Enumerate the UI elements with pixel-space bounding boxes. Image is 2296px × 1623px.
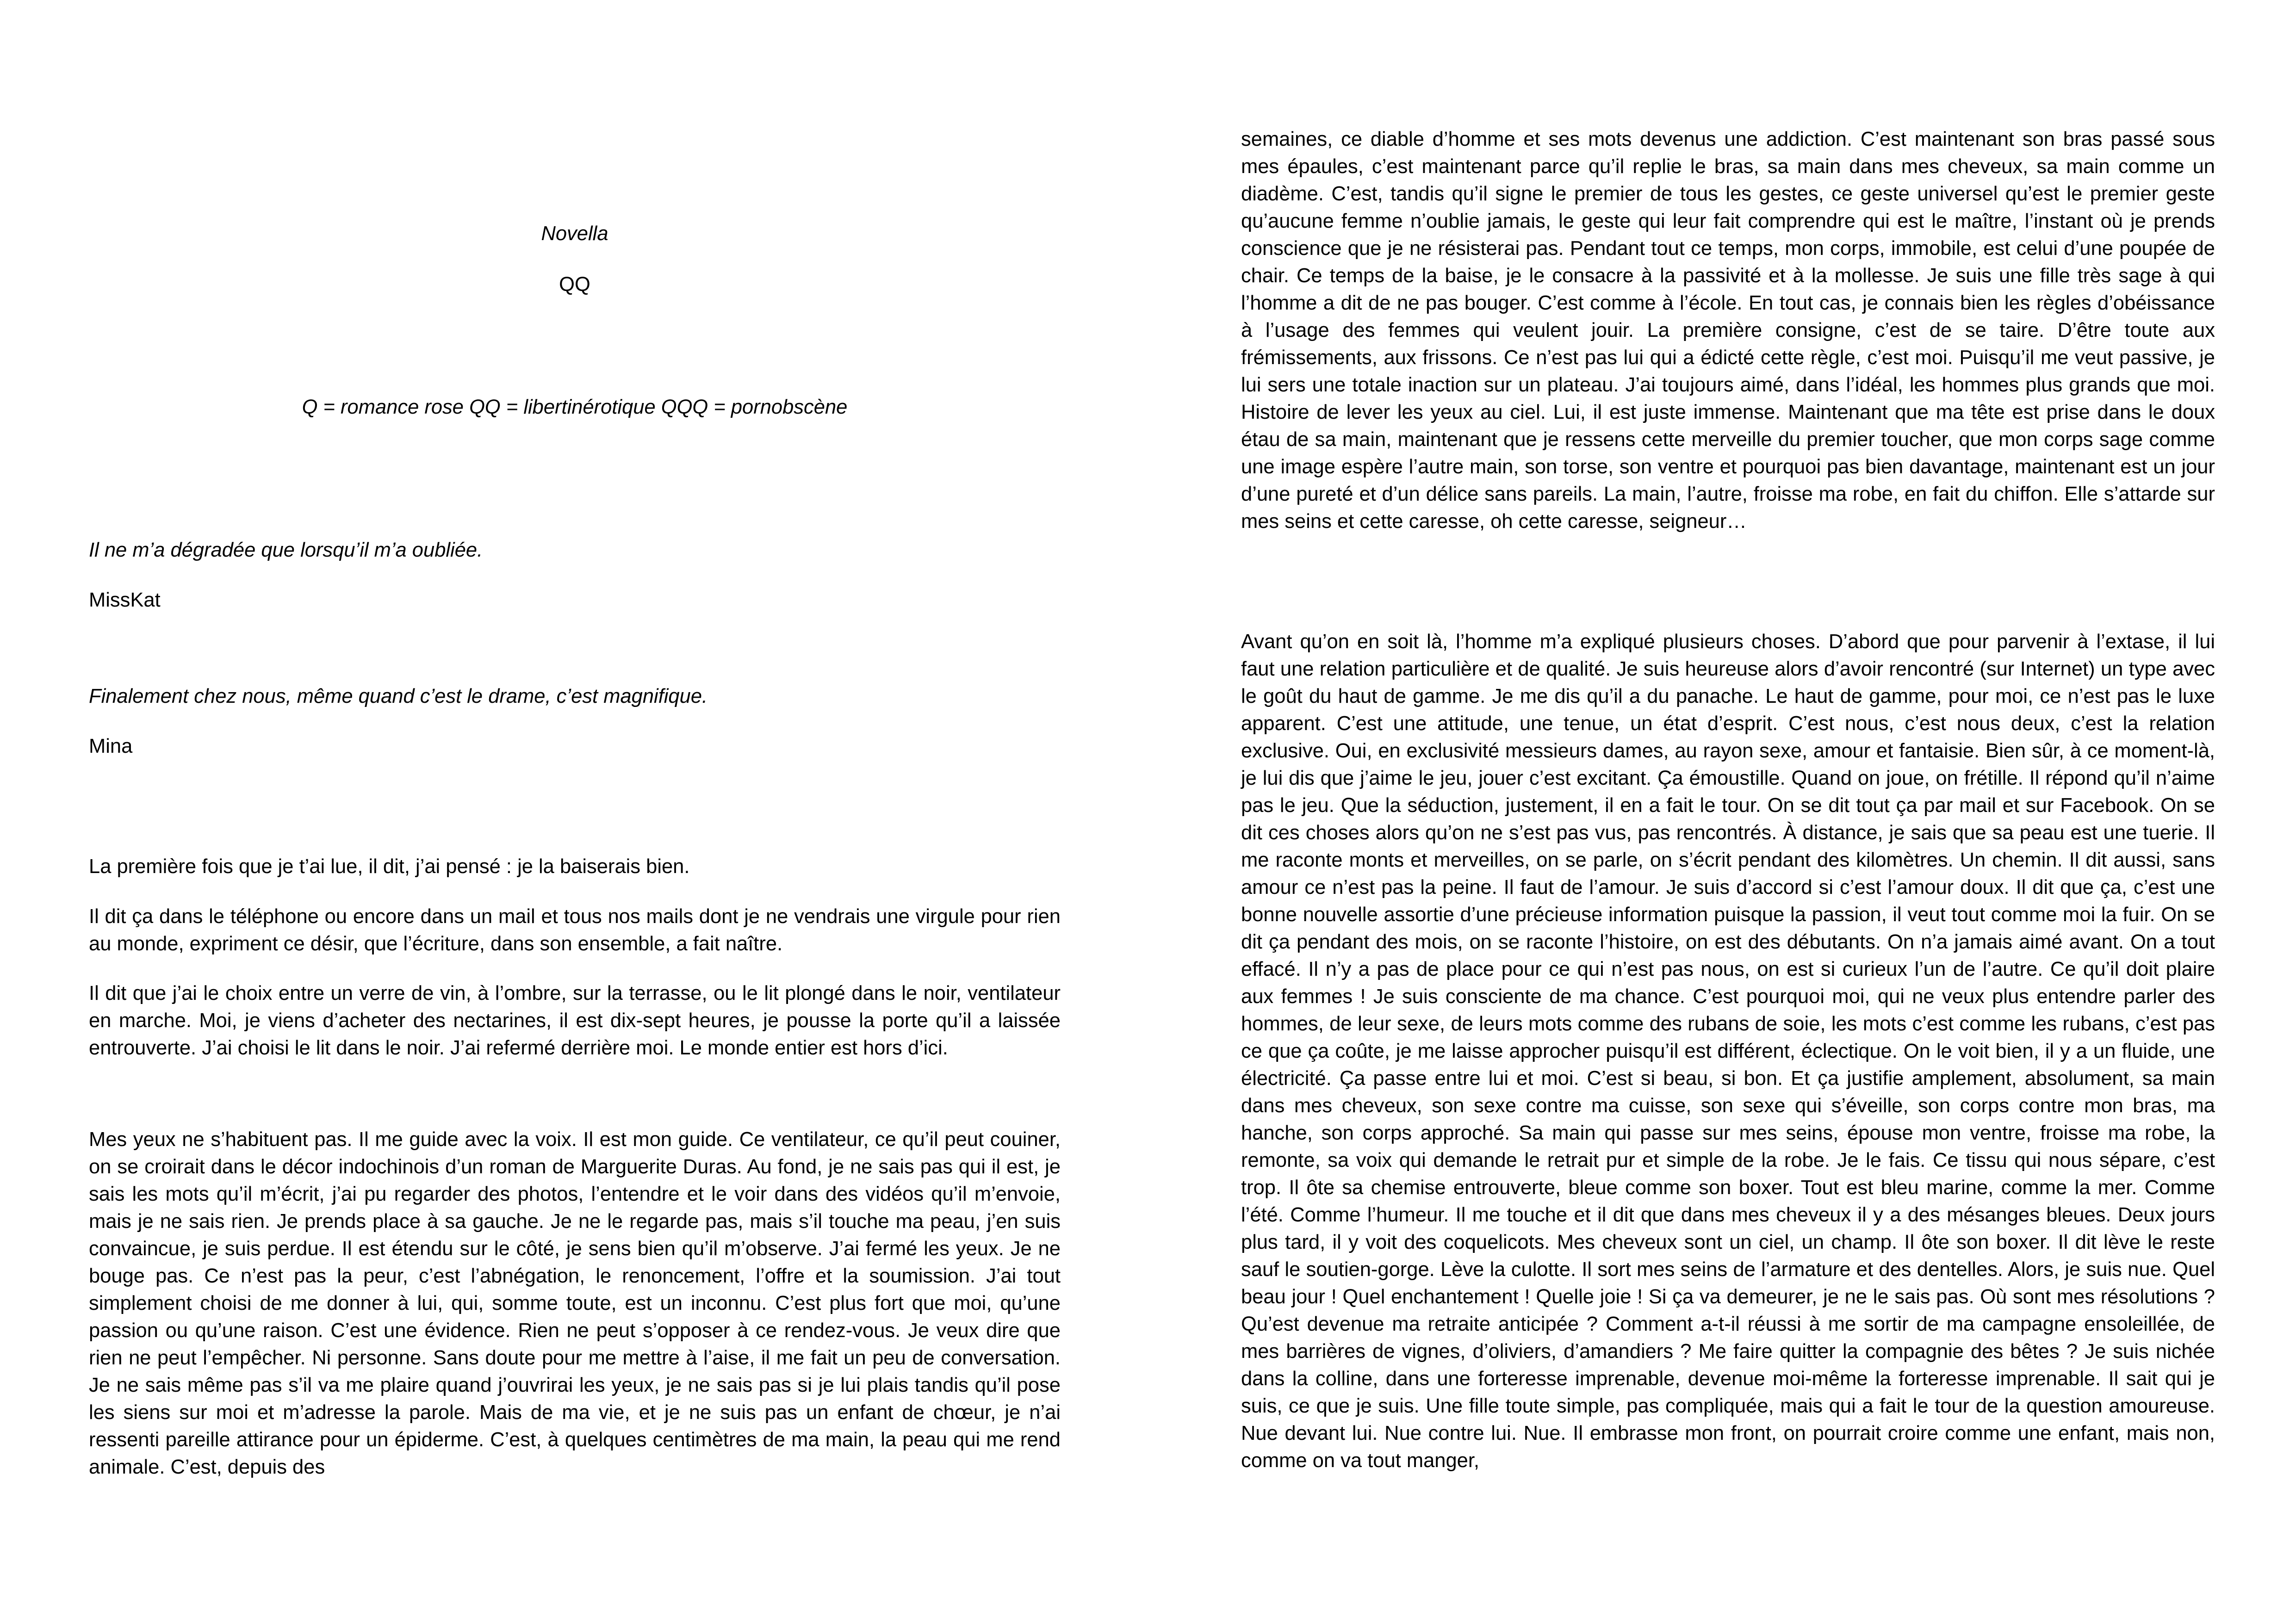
paragraph: Il dit que j’ai le choix entre un verre de vin, à l’ombre, sur la terrasse, ou le lit plongé dans le noir, ventilateur en marche. Moi, je viens d’acheter des nectarines, il est dix-sept heures, je pousse la porte qu’il a laissée entrouverte. J’ai choisi le lit dans le noir. J’ai refermé derrière moi. Le monde entier est hors d’ici. — [89, 982, 1061, 1059]
genre-label: Novella — [541, 223, 608, 245]
paragraph: semaines, ce diable d’homme et ses mots devenus une addiction. C’est maintenant son bras passé sous mes épaules, c’est maintenant parce qu’il replie le bras, sa main dans mes cheveux, sa main comme un diadème. C’est, tandis qu’il signe le premier de tous les gestes, ce geste universel qu’est le premier geste qu’aucune femme n’oublie jamais, le geste qui leur fait comprendre qui est le maître, l’instant où je prends conscience que je ne résisterai pas. Pendant tout ce temps, mon corps, immobile, est celui d’une poupée de chair. Ce temps de la baise, je le consacre à la passivité et à la mollesse. Je suis une fille très sage à qui l’homme a dit de ne pas bouger. C’est comme à l’école. En tout cas, je connais bien les règles d’obéissance à l’usage des femmes qui veulent jouir. La première consigne, c’est de se taire. D’être toute aux frémissements, aux frissons. Ce n’est pas lui qui a édicté cette règle, c’est moi. Puisqu’il me veut passive, je lui sers une totale inaction sur un plateau. J’ai toujours aimé, dans l’idéal, les hommes plus grands que moi. Histoire de lever les yeux au ciel. Lui, il est juste immense. Maintenant que ma tête est prise dans le doux étau de sa main, maintenant que je ressens cette merveille du premier toucher, que mon corps sage comme une image espère l’autre main, son torse, son ventre et pourquoi pas bien davantage, maintenant est un jour d’une pureté et d’un délice sans pareils. La main, l’autre, froisse ma robe, en fait du chiffon. Elle s’attarde sur mes seins et cette caresse, oh cette caresse, seigneur… — [1241, 128, 2215, 533]
paragraph: La première fois que je t’ai lue, il dit, j’ai pensé : je la baiserais bien. — [89, 855, 690, 878]
epigraph-2: Finalement chez nous, même quand c’est le drame, c’est magnifique. — [89, 685, 708, 707]
epigraph-2-author: Mina — [89, 735, 133, 757]
right-page — [1241, 0, 2215, 1623]
epigraph-1: Il ne m’a dégradée que lorsqu’il m’a oubliée. — [89, 539, 483, 561]
paragraph: Avant qu’on en soit là, l’homme m’a expliqué plusieurs choses. D’abord que pour parvenir à l’extase, il lui faut une relation particulière et de qualité. Je suis heureuse alors d’avoir rencontré (sur Internet) un type avec le goût du haut de gamme. Je me dis qu’il a du panache. Le haut de gamme, pour moi, ce n’est pas le luxe apparent. C’est une attitude, une tenue, un état d’esprit. C’est nous, c’est nous deux, c’est la relation exclusive. Oui, en exclusivité messieurs dames, au rayon sexe, amour et fantaisie. Bien sûr, à ce moment-là, je lui dis que j’aime le jeu, jouer c’est excitant. Ça émoustille. Quand on joue, on frétille. Il répond qu’il n’aime pas le jeu. Que la séduction, justement, il en a fait le tour. On se dit tout ça par mail et sur Facebook. On se dit ces choses alors qu’on ne s’est pas vus, pas rencontrés. À distance, je sais que sa peau est une tuerie. Il me raconte monts et merveilles, on se parle, on s’écrit pendant des kilomètres. Un chemin. Il dit aussi, sans amour ce n’est pas la peine. Il faut de l’amour. Je suis d’accord si c’est l’amour doux. Il dit que ça, c’est une bonne nouvelle assortie d’une précieuse information puisque la passion, il veut tout comme moi la fuir. On se dit ça pendant des mois, on se raconte l’histoire, on est des débutants. On n’a jamais aimé avant. On a tout effacé. Il n’y a pas de place pour ce qui n’est pas nous, on est si curieux l’un de l’autre. Ce qu’il doit plaire aux femmes ! Je suis consciente de ma chance. C’est pourquoi moi, qui ne veux plus entendre parler des hommes, de leur sexe, de leurs mots comme des rubans de soie, les mots c’est comme les rubans, c’est pas ce que ça coûte, je me laisse approcher puisqu’il est différent, éclectique. On le voit bien, il y a un fluide, une électricité. Ça passe entre lui et moi. C’est si beau, si bon. Et ça justifie amplement, absolument, sa main dans mes cheveux, son sexe contre ma cuisse, son sexe qui s’éveille, son corps contre mon bras, ma hanche, son corps approché. Sa main qui passe sur mes seins, épouse mon ventre, froisse ma robe, la remonte, sa voix qui demande le retrait pur et simple de la robe. Je le fais. Ce tissu qui nous sépare, c’est trop. Il ôte sa chemise entrouverte, bleue comme son boxer. Tout est bleu marine, comme la mer. Comme l’été. Comme l’humeur. Il me touche et il dit que dans mes cheveux il y a des mésanges bleues. Deux jours plus tard, il y voit des coquelicots. Mes cheveux sont un ciel, un champ. Il ôte son boxer. Il dit lève le reste sauf le soutien-gorge. Lève la culotte. Il sort mes seins de l’armature et des dentelles. Alors, je suis nue. Quel beau jour ! Quel enchantement ! Quelle joie ! Si ça va demeurer, je ne le sais pas. Où sont mes résolutions ? Qu’est devenue ma retraite anticipée ? Comment a-t-il réussi à me sortir de ma campagne ensoleillée, de mes barrières de vignes, d’oliviers, d’amandiers ? Me faire quitter la compagnie des bêtes ? Je suis nichée dans la colline, dans une forteresse imprenable, devenue moi-même la forteresse imprenable. Il sait qui je suis, ce que je suis. Une fille toute simple, pas compliquée, mais qui a fait le tour de la question amoureuse. Nue devant lui. Nue contre lui. Nue. Il embrasse mon front, on pourrait croire comme une enfant, mais non, comme on va tout manger, — [1241, 631, 2215, 1472]
rating-legend: Q = romance rose QQ = libertinérotique QQQ = pornobscène — [302, 396, 848, 418]
epigraph-1-author: MissKat — [89, 589, 161, 611]
rating-label: QQ — [559, 273, 590, 296]
paragraph: Mes yeux ne s’habituent pas. Il me guide avec la voix. Il est mon guide. Ce ventilateur, ce qu’il peut couiner, on se croirait dans le décor indochinois d’un roman de Marguerite Duras. Au fond, je ne sais pas qui il est, je sais les mots qu’il m’écrit, j’ai pu regarder des photos, l’entendre et le voir dans des vidéos qu’il m’envoie, mais je ne sais rien. Je prends place à sa gauche. Je ne le regarde pas, mais s’il touche ma peau, j’en suis convaincue, je suis perdue. Il est étendu sur le côté, je sens bien qu’il m’observe. J’ai fermé les yeux. Je ne bouge pas. Ce n’est pas la peur, c’est l’abnégation, le renoncement, l’offre et la soumission. J’ai tout simplement choisi de me donner à lui, qui, somme toute, est un inconnu. C’est plus fort que moi, qu’une passion ou qu’une raison. C’est une évidence. Rien ne peut s’opposer à ce rendez-vous. Je veux dire que rien ne peut l’empêcher. Ni personne. Sans doute pour me mettre à l’aise, il me fait un peu de conversation. Je ne sais même pas s’il va me plaire quand j’ouvrirai les yeux, je ne sais pas si je lui plais tandis qu’il pose les siens sur moi et m’adresse la parole. Mais de ma vie, et je ne suis pas un enfant de chœur, je n’ai ressenti pareille attirance pour un épiderme. C’est, à quelques centimètres de ma main, la peau qui me rend animale. C’est, depuis des — [89, 1128, 1061, 1478]
left-page — [89, 0, 1061, 1623]
paragraph: Il dit ça dans le téléphone ou encore dans un mail et tous nos mails dont je ne vendrais une virgule pour rien au monde, expriment ce désir, que l’écriture, dans son ensemble, a fait naître. — [89, 905, 1061, 955]
